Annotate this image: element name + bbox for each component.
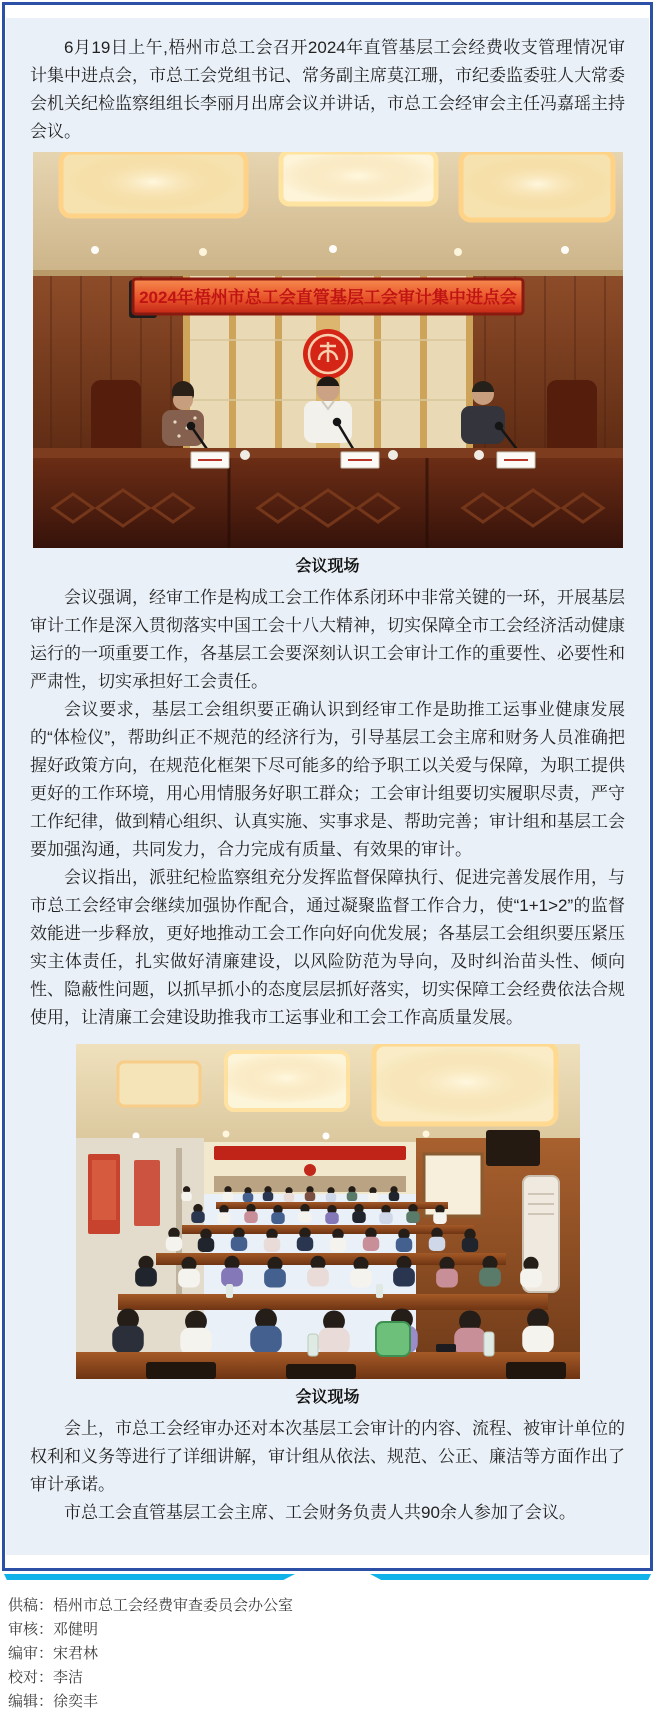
article-paragraph-1: 6月19日上午,梧州市总工会召开2024年直管基层工会经费收支管理情况审计集中进点会，市总工会党组书记、常务副主席莫江珊，市纪委监委驻人大常委会机关纪检监察组组长李丽月出席会议并讲话，市总工会经审会主任冯嘉瑶主持会议。 bbox=[30, 38, 625, 141]
article-paragraph-3: 会议要求，基层工会组织要正确认识到经审工作是助推工运事业健康发展的“体检仪”，帮助纠正不规范的经济行为，引导基层工会主席和财务人员准确把握好政策方向，在规范化框架下尽可能多的给予职工以关爱与保障，为职工提供更好的工作环境，用心用情服务好职工群众；工会审计组要切实履职尽责，严守工作纪律，做到精心组织、认真实施、实事求是、帮助完善；审计组和基层工会要加强沟通，共同发力，合力完成有质量、有效果的审计。 bbox=[30, 700, 625, 859]
credit-line-editor: 编辑：徐奕丰 bbox=[8, 1693, 99, 1710]
photo-caption-2: 会议现场 bbox=[295, 1389, 360, 1406]
meeting-photo-rostrum[interactable] bbox=[33, 152, 623, 548]
article-paragraph-5: 会上，市总工会经审办还对本次基层工会审计的内容、流程、被审计单位的权利和义务等进行了详细讲解，审计组从依法、规范、公正、廉洁等方面作出了审计承诺。 bbox=[30, 1419, 625, 1494]
photo-caption-1: 会议现场 bbox=[295, 558, 360, 575]
article-paragraph-2: 会议强调，经审工作是构成工会工作体系闭环中非常关键的一环，开展基层审计工作是深入贯彻落实中国工会十八大精神，切实保障全市工会经济活动健康运行的一项重要工作，各基层工会要深刻认识工会审计工作的重要性、必要性和严肃性，切实承担好工会责任。 bbox=[30, 588, 625, 691]
article-container bbox=[2, 2, 653, 1571]
meeting-photo-audience[interactable] bbox=[76, 1044, 580, 1379]
meeting-banner-title: 2024年梧州市总工会直管基层工会审计集中进点会 bbox=[138, 288, 517, 307]
credits-footer bbox=[0, 1580, 655, 1720]
credit-line-contributor: 供稿：梧州市总工会经费审查委员会办公室 bbox=[8, 1597, 294, 1614]
article-paragraph-6: 市总工会直管基层工会主席、工会财务负责人共90余人参加了会议。 bbox=[64, 1503, 576, 1522]
meeting-photo-audience-illustration bbox=[76, 1044, 580, 1379]
article-body bbox=[6, 18, 649, 1555]
article-paragraph-4: 会议指出，派驻纪检监察组充分发挥监督保障执行、促进完善发展作用，与市总工会经审会继续加强协作配合，通过凝聚监督工作合力，使“1+1>2”的监督效能进一步释放，更好地推动工会工作向好向优发展；各基层工会组织要压紧压实主体责任，扎实做好清廉建设，以风险防范为导向，及时纠治苗头性、倾向性、隐蔽性问题，以抓早抓小的态度层层抓好落实，切实保障工会经费依法合规使用，让清廉工会建设助推我市工运事业和工会工作高质量发展。 bbox=[30, 868, 625, 1027]
credit-line-proofreader: 校对：李洁 bbox=[8, 1669, 84, 1686]
credit-line-reviewer: 审核：邓健明 bbox=[8, 1621, 99, 1638]
divider-bar-right bbox=[370, 1574, 651, 1580]
green-bag bbox=[376, 1322, 410, 1356]
credit-line-editor-in-chief: 编审：宋君林 bbox=[8, 1645, 99, 1662]
divider-bar-left bbox=[4, 1574, 295, 1580]
meeting-photo-rostrum-illustration bbox=[33, 152, 623, 548]
section-divider bbox=[0, 1574, 655, 1580]
